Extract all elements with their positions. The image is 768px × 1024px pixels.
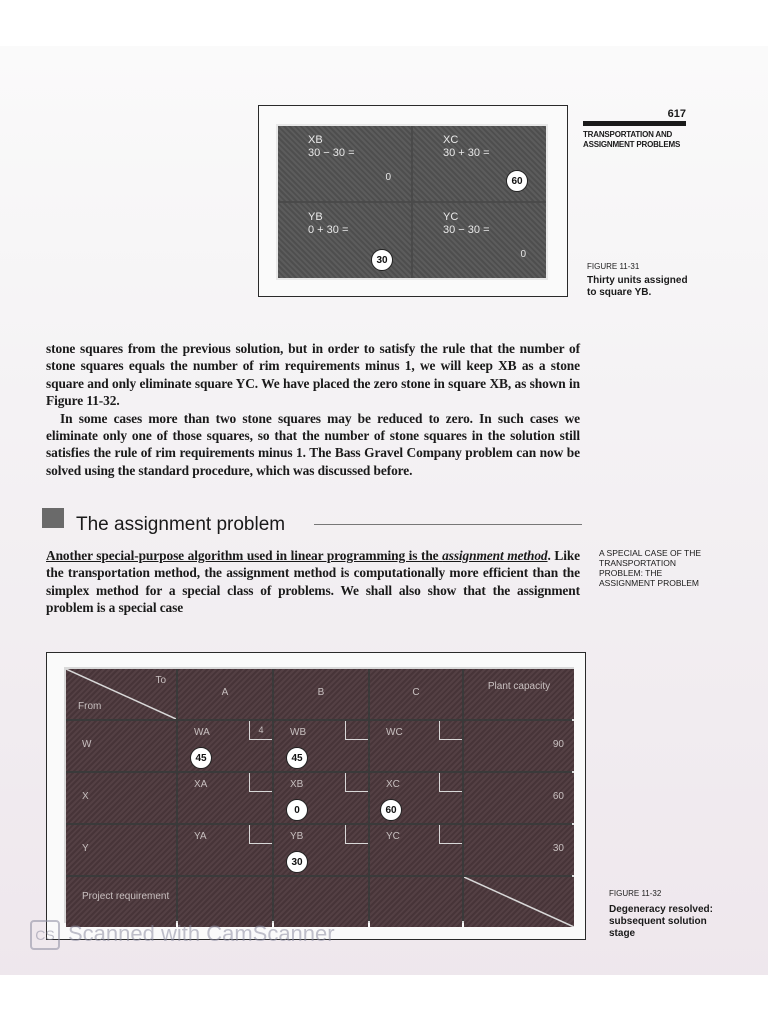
cell-wc xyxy=(370,721,462,771)
column-label: A xyxy=(221,687,229,698)
cost-box xyxy=(439,773,462,792)
cell-wa xyxy=(178,721,272,771)
cost-box: 4 xyxy=(249,721,272,740)
cost-box xyxy=(345,721,368,740)
row-label: W xyxy=(82,739,92,750)
stone-circle: 60 xyxy=(380,799,402,821)
stone-circle: 30 xyxy=(286,851,308,873)
cell-wb xyxy=(274,721,368,771)
paragraph-3-rest: . Like the transportation method, the assignment method is computationally more efficient than the simplex method for a special class of problems. We shall also show that the assignment problem is a special case xyxy=(46,548,581,616)
capacity-x xyxy=(464,773,574,823)
row-label: Y xyxy=(82,843,89,854)
column-label: C xyxy=(412,687,420,698)
cell-xb xyxy=(274,773,368,823)
figure-11-31-caption-label: FIGURE 11-31 xyxy=(587,262,640,271)
running-section-title: TRANSPORTATION AND ASSIGNMENT PROBLEMS xyxy=(583,130,681,149)
cell-expression: 30 − 30 = xyxy=(443,224,490,236)
cell-label: YB xyxy=(308,211,323,223)
figure-11-32-caption-text: Degeneracy resolved: subsequent solution stage xyxy=(609,904,713,939)
cell-xb xyxy=(278,126,411,201)
figure-11-32-caption-label: FIGURE 11-32 xyxy=(609,889,662,898)
margin-note: A SPECIAL CASE OF THE TRANSPORTATION PROBLEM: THE ASSIGNMENT PROBLEM xyxy=(599,548,702,588)
column-header-c xyxy=(370,669,462,719)
cell-name: XB xyxy=(290,779,304,790)
stone-circle: 0 xyxy=(286,799,308,821)
header-rule xyxy=(583,121,686,126)
capacity-header xyxy=(464,669,574,719)
cell-value: 0 xyxy=(385,172,391,183)
body-text-lower xyxy=(46,547,580,617)
cell-value: 0 xyxy=(520,249,526,260)
figure-11-31-grid xyxy=(276,124,548,280)
paragraph-3-lead: Another special-purpose algorithm used in linear programming is the xyxy=(46,548,443,563)
requirement-c xyxy=(370,877,462,927)
figure-11-31-caption-text: Thirty units assigned to square YB. xyxy=(587,275,688,298)
cost-box xyxy=(439,825,462,844)
section-marker-icon xyxy=(42,508,64,528)
cell-expression: 30 + 30 = xyxy=(443,147,490,159)
page-top-margin xyxy=(0,0,768,46)
row-label: X xyxy=(82,791,89,802)
cell-label: XB xyxy=(308,134,323,146)
cell-name: WB xyxy=(290,727,307,738)
cell-name: YB xyxy=(290,831,304,842)
cell-label: YC xyxy=(443,211,459,223)
corner-from-label: From xyxy=(78,701,102,712)
cell-yc xyxy=(413,203,546,278)
paragraph-1: stone squares from the previous solution, but in order to satisfy the rule that the number of stone squares equals the number of rim requirements minus 1, we will keep XB as a stone square and only eliminate square YC. We have placed the zero stone in square XB, as shown in Figure 11-32. xyxy=(46,341,580,409)
capacity-header-label: Plant capacity xyxy=(487,681,551,692)
camscanner-watermark xyxy=(30,920,335,950)
row-header-w xyxy=(66,721,176,771)
cell-name: YA xyxy=(194,831,207,842)
capacity-value: 60 xyxy=(552,791,564,802)
cell-name: WC xyxy=(386,727,403,738)
corner-cell xyxy=(66,669,176,719)
cell-name: WA xyxy=(194,727,210,738)
cell-name: YC xyxy=(386,831,400,842)
capacity-w xyxy=(464,721,574,771)
stone-circle: 45 xyxy=(286,747,308,769)
cell-expression: 0 + 30 = xyxy=(308,224,349,236)
requirement-diagonal xyxy=(464,877,574,927)
stone-circle: 30 xyxy=(371,249,393,271)
section-heading: The assignment problem xyxy=(76,514,286,535)
row-header-x xyxy=(66,773,176,823)
cell-expression: 30 − 30 = xyxy=(308,147,355,159)
cost-box xyxy=(345,825,368,844)
cost-box xyxy=(439,721,462,740)
cost-box xyxy=(249,825,272,844)
cell-ya xyxy=(178,825,272,875)
cell-yb xyxy=(274,825,368,875)
row-header-y xyxy=(66,825,176,875)
column-header-b xyxy=(274,669,368,719)
capacity-y xyxy=(464,825,574,875)
stone-circle: 60 xyxy=(506,170,528,192)
cell-name: XC xyxy=(386,779,400,790)
cell-xa xyxy=(178,773,272,823)
cell-yc xyxy=(370,825,462,875)
requirement-corner xyxy=(464,877,574,927)
requirement-label: Project requirement xyxy=(82,891,170,902)
cell-label: XC xyxy=(443,134,459,146)
capacity-value: 30 xyxy=(552,843,564,854)
camscanner-logo-icon: CS xyxy=(30,920,60,950)
cost-box xyxy=(345,773,368,792)
body-text-upper xyxy=(46,340,580,479)
cell-yb xyxy=(278,203,411,278)
cell-xc xyxy=(370,773,462,823)
page-number: 617 xyxy=(667,108,686,120)
capacity-value: 90 xyxy=(552,739,564,750)
cell-xc xyxy=(413,126,546,201)
column-label: B xyxy=(317,687,325,698)
paragraph-3 xyxy=(46,547,580,617)
stone-circle: 45 xyxy=(190,747,212,769)
cell-name: XA xyxy=(194,779,208,790)
paragraph-2: In some cases more than two stone squares may be reduced to zero. In such cases we eliminate only one of those squares, so that the number of stone squares in the solution still satisfies the rule of rim requirements minus 1. The Bass Gravel Company problem can now be solved using the standard procedure, which was discussed before. xyxy=(46,410,580,478)
assignment-method-term: assignment method xyxy=(442,548,548,563)
watermark-text: Scanned with CamScanner xyxy=(68,920,335,946)
figure-11-32-table xyxy=(64,667,574,923)
cost-box xyxy=(249,773,272,792)
corner-to-label: To xyxy=(155,675,166,686)
column-header-a xyxy=(178,669,272,719)
heading-rule xyxy=(314,524,582,525)
page-bottom-margin xyxy=(0,975,768,1024)
